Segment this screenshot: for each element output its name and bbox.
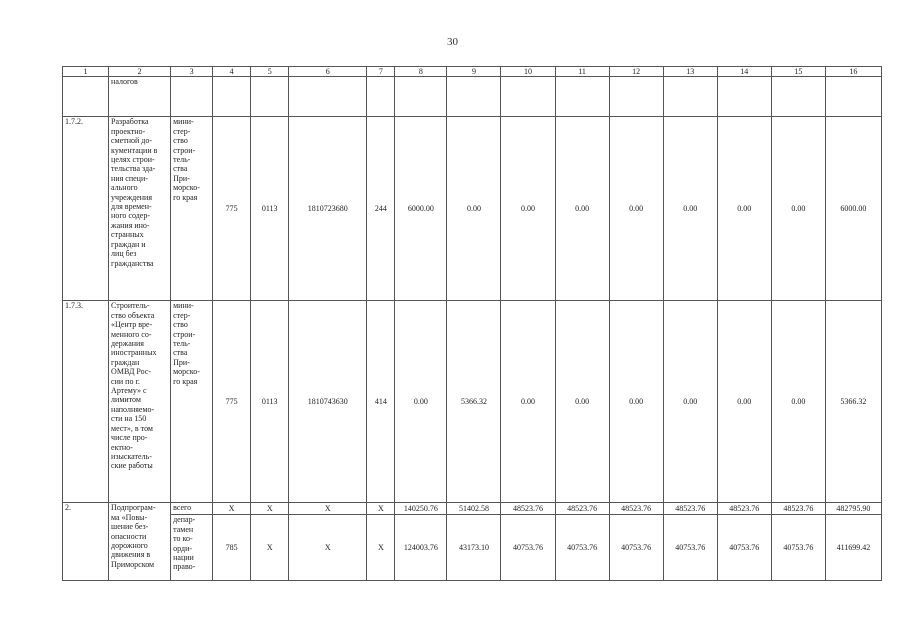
cell-value: 48523.76 (663, 503, 717, 515)
cell-value: 6000.00 (825, 117, 881, 301)
cell-value: 40753.76 (771, 515, 825, 581)
cell-value: X (367, 515, 395, 581)
cell-value: 48523.76 (609, 503, 663, 515)
cell-value: 1810723680 (289, 117, 367, 301)
cell-value: 411699.42 (825, 515, 881, 581)
cell-value: 0.00 (395, 301, 447, 503)
column-number: 8 (395, 67, 447, 77)
row-name: Разработка проектно- сметной до- кументации в целях строи- тельства зда- ния специ- ального учреждения для времен- ного содер- жания ино- странных граждан и лиц без гражданства (109, 117, 171, 301)
cell-value: 0.00 (447, 117, 501, 301)
row-executor: мини- стер- ство строи- тель- ства При- морско- го края (171, 301, 213, 503)
column-number: 16 (825, 67, 881, 77)
column-number: 9 (447, 67, 501, 77)
column-number: 10 (501, 67, 555, 77)
row-executor: всего (171, 503, 213, 515)
column-number: 15 (771, 67, 825, 77)
row-name: Строитель- ство объекта «Центр вре- менного со- держания иностранных граждан ОМВД Рос- сии по г. Артему» с лимитом наполняемо- сти на 150 мест», в том числе про- ектно- изыскатель- ские работы (109, 301, 171, 503)
cell-value: X (367, 503, 395, 515)
table-row-2-total (63, 503, 882, 515)
row-code: 1.7.3. (63, 301, 109, 503)
column-number: 11 (555, 67, 609, 77)
cell-value: 124003.76 (395, 515, 447, 581)
row-code (63, 77, 109, 117)
row-code: 1.7.2. (63, 117, 109, 301)
column-number: 4 (213, 67, 251, 77)
cell-value: 48523.76 (555, 503, 609, 515)
page-number: 30 (447, 36, 458, 48)
row-executor: депар- тамен то ко- орди- нации право- (171, 515, 213, 581)
table-row-2-department (63, 515, 882, 581)
cell-value: 43173.10 (447, 515, 501, 581)
cell-value: 0.00 (663, 117, 717, 301)
cell-value: 40753.76 (555, 515, 609, 581)
cell-value: 0.00 (717, 301, 771, 503)
row-code: 2. (63, 503, 109, 581)
column-number: 12 (609, 67, 663, 77)
cell-value: 775 (213, 301, 251, 503)
cell-value: 40753.76 (609, 515, 663, 581)
cell-value: 5366.32 (825, 301, 881, 503)
table-row-1-7-2 (63, 117, 882, 301)
cell-value: X (289, 515, 367, 581)
cell-value: 5366.32 (447, 301, 501, 503)
cell-value: 775 (213, 117, 251, 301)
cell-value: X (251, 503, 289, 515)
cell-value: 0.00 (717, 117, 771, 301)
cell-value: 0.00 (771, 117, 825, 301)
row-executor: мини- стер- ство строи- тель- ства При- морско- го края (171, 117, 213, 301)
budget-table (62, 66, 882, 581)
column-number: 3 (171, 67, 213, 77)
column-number-row (63, 67, 882, 77)
cell-value: 40753.76 (663, 515, 717, 581)
column-number: 7 (367, 67, 395, 77)
cell-value: X (213, 503, 251, 515)
column-number: 13 (663, 67, 717, 77)
cell-value: 0.00 (555, 117, 609, 301)
cell-value: 0.00 (555, 301, 609, 503)
cell-value: 0.00 (663, 301, 717, 503)
cell-value: 0.00 (501, 117, 555, 301)
row-name: Подпрограм- ма «Повы- шение без- опасности дорожного движения в Приморском (109, 503, 171, 581)
cell-value: 40753.76 (717, 515, 771, 581)
cell-value: 48523.76 (771, 503, 825, 515)
table-row-continuation (63, 77, 882, 117)
cell-value: X (289, 503, 367, 515)
row-name: налогов (109, 77, 171, 117)
cell-value: X (251, 515, 289, 581)
table-row-1-7-3 (63, 301, 882, 503)
cell-value: 48523.76 (717, 503, 771, 515)
cell-value: 244 (367, 117, 395, 301)
cell-value: 0.00 (609, 301, 663, 503)
column-number: 6 (289, 67, 367, 77)
cell-value: 40753.76 (501, 515, 555, 581)
cell-value: 0113 (251, 117, 289, 301)
cell-value: 6000.00 (395, 117, 447, 301)
column-number: 5 (251, 67, 289, 77)
column-number: 1 (63, 67, 109, 77)
cell-value: 414 (367, 301, 395, 503)
cell-value: 0113 (251, 301, 289, 503)
cell-value: 48523.76 (501, 503, 555, 515)
cell-value: 482795.90 (825, 503, 881, 515)
column-number: 14 (717, 67, 771, 77)
cell-value: 0.00 (771, 301, 825, 503)
cell-value: 785 (213, 515, 251, 581)
cell-value: 51402.58 (447, 503, 501, 515)
column-number: 2 (109, 67, 171, 77)
cell-value: 1810743630 (289, 301, 367, 503)
cell-value: 140250.76 (395, 503, 447, 515)
cell-value: 0.00 (501, 301, 555, 503)
cell-value: 0.00 (609, 117, 663, 301)
